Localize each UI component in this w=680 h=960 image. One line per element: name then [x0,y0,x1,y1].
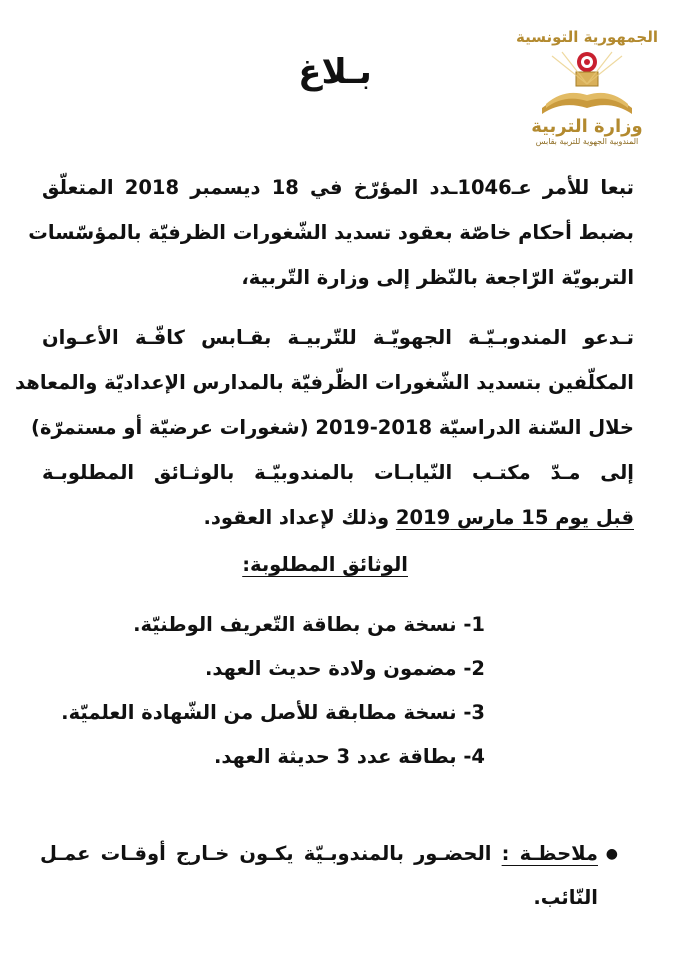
intro-line-3: التربويّة الرّاجعة بالنّظر إلى وزارة التّربية، [241,266,634,289]
note-line-1 [40,832,598,876]
document-title: بـلاغ [298,52,372,92]
list-item: 4- بطاقة عدد 3 حديثة العهد. [213,745,485,768]
call-line-4: إلى مـدّ مكتـب النّيابـات بالمندوبيّـة بالوثـائق المطلوبـة [42,461,634,484]
deadline-suffix: وذلك لإعداد العقود. [203,506,396,529]
intro-paragraph [28,165,634,300]
list-item: 3- نسخة مطابقة للأصل من الشّهادة العلميّة. [61,701,485,724]
intro-line-2: بضبط أحكام خاصّة بعقود تسديد الشّغورات الظرفيّة بالمؤسّسات [28,221,634,244]
note-block [40,832,618,920]
logo-ministry-text: وزارة التربية [531,116,643,137]
call-line-2: المكلّفين بتسديد الشّغورات الظّرفيّة بالمدارس الإعداديّة والمعاهد [15,371,634,394]
logo-republic-text: الجمهورية التونسية [516,28,658,46]
note-label: ملاحظـة : [501,842,598,865]
list-item: 2- مضمون ولادة حديث العهد. [204,657,485,680]
note-line-2: النّائب. [533,886,598,909]
bullet-icon: ● [605,846,618,862]
ministry-logo [512,28,662,160]
list-item: 1- نسخة من بطاقة التّعريف الوطنيّة. [133,613,485,636]
required-documents-list [61,603,485,779]
intro-line-1: تبعا للأمر عـ1046ـدد المؤرّخ في 18 ديسمبر 2018 المتعلّق [42,176,634,199]
call-line-1: تـدعو المندوبـيّـة الجهويّـة للتّربيـة بقـابس كافّـة الأعـوان [42,326,634,349]
note-text: الحضـور بالمندوبـيّة يكـون خـارج أوقـات عمـل [40,842,502,865]
logo-directorate-text: المندوبية الجهوية للتربية بقابس [535,137,639,146]
call-paragraph [15,315,634,540]
required-documents-title: الوثائق المطلوبة: [242,553,408,576]
deadline-text: قبل يوم 15 مارس 2019 [395,506,634,529]
call-line-3: خلال السّنة الدراسيّة 2018-2019 (شغورات عرضيّة أو مستمرّة) [31,416,634,439]
document-header [0,0,680,160]
call-line-5 [42,495,634,540]
